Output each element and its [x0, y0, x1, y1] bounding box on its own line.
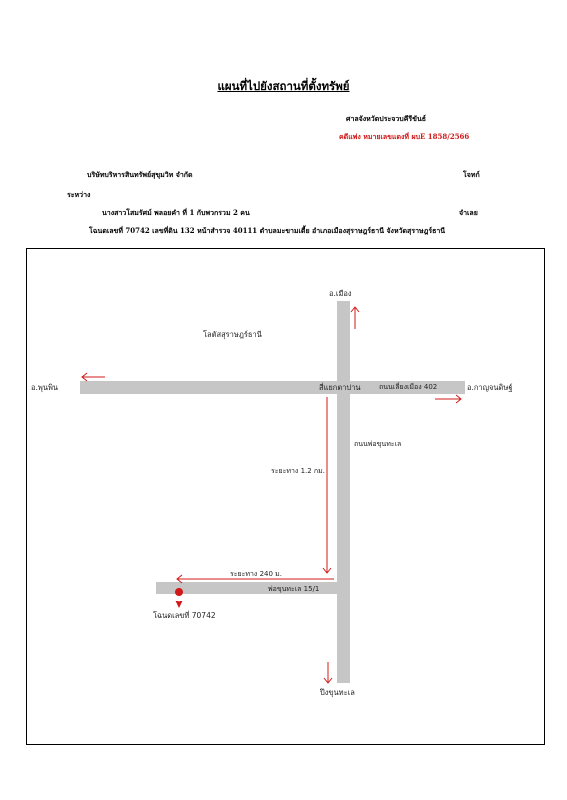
label-main-road: ถนนพ่อขุนทะเล: [354, 440, 402, 448]
label-distance-2: ระยะทาง 240 ม.: [230, 570, 282, 578]
label-highway: ถนนเลี่ยงเมือง 402: [379, 383, 438, 391]
label-deed-marker: โฉนดเลขที่ 70742: [153, 611, 216, 620]
arrow-north-icon: [351, 307, 359, 329]
arrow-south-icon: [324, 662, 332, 683]
label-north: อ.เมือง: [329, 289, 352, 298]
plaintiff-role: โจทก์: [463, 170, 480, 179]
label-soi: พ่อขุนทะเล 15/1: [268, 585, 320, 593]
defendant-name: นางสาวโสมรัศม์ พลอยคำ ที่ 1 กับพวกรวม 2 คน: [102, 208, 250, 217]
property-description: โฉนดเลขที่ 70742 เลขที่ดิน 132 หน้าสำรวจ 40111 ตำบลมะขามเตี้ย อำเภอเมืองสุราษฎร์ธานี จังหวัดสุราษฎร์ธานี: [89, 226, 446, 235]
label-east: อ.กาญจนดิษฐ์: [467, 383, 513, 392]
arrow-east-icon: [435, 395, 461, 403]
arrow-west-icon: [82, 373, 105, 381]
defendant-role: จำเลย: [459, 208, 478, 217]
location-map: [26, 248, 545, 745]
case-number: คดีแพ่ง หมายเลขแดงที่ ผบE 1858/2566: [339, 132, 470, 141]
between-label: ระหว่าง: [67, 190, 91, 199]
label-west: อ.พุนพิน: [31, 383, 59, 392]
label-lotus: โลตัสสุราษฎร์ธานี: [203, 330, 262, 339]
label-south: ปึงขุนทะเล: [320, 688, 355, 697]
label-intersection: สี่แยกตาปาน: [319, 383, 361, 392]
route-arrows: [27, 249, 546, 746]
page-title: แผนที่ไปยังสถานที่ตั้งทรัพย์: [217, 79, 350, 93]
plaintiff-name: บริษัทบริหารสินทรัพย์สุขุมวิท จำกัด: [87, 170, 193, 179]
court-name: ศาลจังหวัดประจวบคีรีขันธ์: [346, 114, 426, 123]
label-distance-1: ระยะทาง 1.2 กม.: [271, 467, 326, 475]
arrow-route-down-icon: [323, 397, 331, 573]
location-pin-icon: [175, 588, 183, 608]
